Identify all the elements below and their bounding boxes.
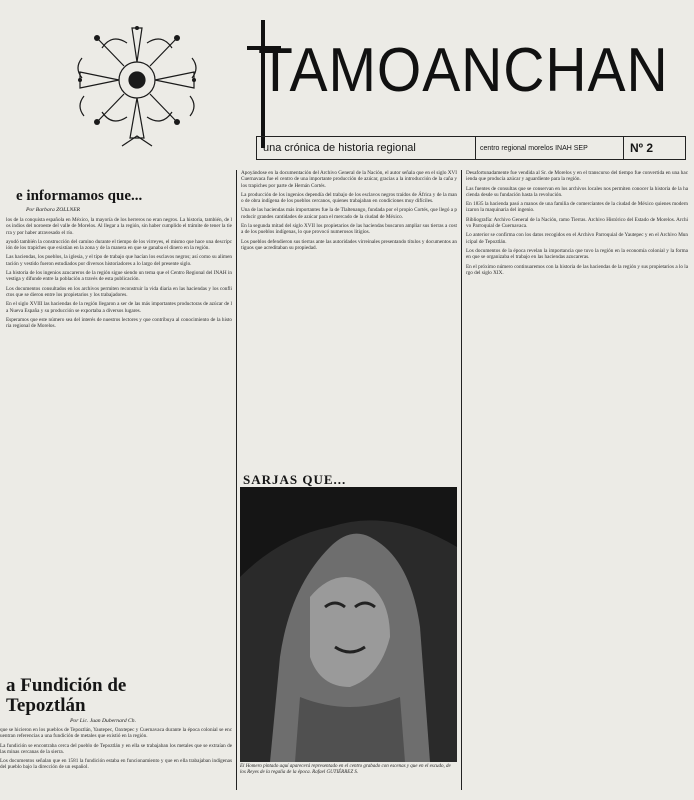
article-paragraph: Una de las haciendas más importantes fue la de Tlaltenango, fundada por el propio Cortés, que llegó a producir grandes cantidades de azúcar para el mercado de la ciudad de México. bbox=[241, 207, 457, 220]
article-paragraph: La historia de los ingenios azucareros de la región sigue siendo un tema que el Centro Regional del INAH investiga y difunde entre la población a través de esta publicación. bbox=[6, 270, 232, 283]
article-paragraph: Los documentos señalan que en 1581 la fundición estaba en funcionamiento y que en ella trabajaban indígenas del pueblo bajo la dirección de un español. bbox=[0, 758, 232, 771]
masthead-subtitle: una crónica de historia regional bbox=[263, 142, 416, 154]
left-top-article bbox=[6, 188, 232, 576]
article-paragraph: Lo anterior se confirma con los datos recogidos en el Archivo Parroquial de Yautepec y en el Archivo Municipal de Tepoztlán. bbox=[466, 232, 688, 245]
article-headline: Tepoztlán bbox=[6, 695, 86, 716]
article-headline: e informamos que... bbox=[16, 188, 143, 204]
article-paragraph: Esperamos que este número sea del interés de nuestros lectores y que contribuya al conocimiento de la historia regional de Morelos. bbox=[6, 316, 232, 330]
sculpture-image bbox=[240, 487, 457, 762]
column-rule bbox=[461, 170, 462, 790]
article-paragraph: Las fuentes de consultas que se conservan en los archivos locales nos permiten conocer la historia de la hacienda desde su fundación hasta la revolución. bbox=[466, 185, 688, 198]
sculpture-photo bbox=[240, 487, 457, 762]
article-paragraph: En el próximo número continuaremos con la historia de las haciendas de la región y sus propietarios a lo largo del siglo XIX. bbox=[466, 263, 688, 276]
masthead-subtitle-box bbox=[256, 136, 686, 160]
article-paragraph: En la segunda mitad del siglo XVII los propietarios de las haciendas buscaron ampliar sus tierras a costa de los pueblos indígenas, lo que provocó numerosos litigios. bbox=[241, 223, 457, 236]
left-bottom-article bbox=[0, 676, 232, 800]
article-paragraph: En el siglo XVIII las haciendas de la región llegaron a ser de las más importantes productoras de azúcar de la Nueva España y su producción se exportaba a diversos lugares. bbox=[6, 301, 232, 314]
article-paragraph: La fundición se encontraba cerca del pueblo de Tepoztlán y en ella se trabajaban los metales que se extraían de las minas cercanas de la sierra. bbox=[0, 742, 232, 755]
article-paragraph: Apoyándose en la documentación del Archivo General de la Nación, el autor señala que en el siglo XVI Cuernavaca fue el centro de una importante producción de azúcar, gracias a la introducción de la caña y los trapiches por parte de Hernán Cortés. bbox=[241, 170, 457, 189]
article-byline: Por Lic. Juan Dubernard Ch. bbox=[70, 718, 136, 724]
column-rule bbox=[236, 170, 237, 790]
masthead-title: TAMOANCHAN bbox=[258, 36, 669, 105]
article-paragraph: La producción de los ingenios dependía del trabajo de los esclavos negros traídos de África y de la mano de obra indígena de los pueblos cercanos, quienes trabajaban en condiciones muy difíciles. bbox=[241, 191, 457, 205]
article-paragraph: los de la conquista española en México, la mayoría de los herreros no eran negros. La historia, también, de los indios del noroeste del valle de Morelos. Al llegar a la región, sin haber cumplido el trámite de tener la tierra y por haber atravesado el río. bbox=[6, 217, 232, 236]
middle-article bbox=[241, 170, 457, 470]
photo-caption: El Homero pintado aquí aparecerá representado en el centro grabado con escenas y que en el escudo, de los Reyes de la regalía de la época. Rafael GUTIÉRREZ S. bbox=[240, 764, 451, 775]
article-headline: a Fundición de bbox=[6, 676, 127, 696]
article-paragraph: ayudó también la construcción del camino durante el tiempo de los virreyes, el mismo que hace una descripción de los trapiches que existían en la zona y de la manera en que se ganaba el dinero en la región. bbox=[6, 238, 232, 252]
article-byline: Por Barbara ZOLLNER bbox=[26, 207, 81, 213]
masthead-center: centro regional morelos INAH SEP bbox=[475, 137, 623, 159]
right-article bbox=[466, 170, 688, 796]
article-paragraph: Los documentos consultados en los archivos permiten reconstruir la vida diaria en las haciendas y los conflictos que se dieron entre los propietarios y los trabajadores. bbox=[6, 285, 232, 298]
article-paragraph: Desafortunadamente fue vendida al Sr. de Morelos y en el transcurso del tiempo fue convertida en una hacienda que producía azúcar y aguardiente para la región. bbox=[466, 170, 688, 183]
article-paragraph: Los pueblos defendieron sus tierras ante las autoridades virreinales presentando títulos y documentos antiguos que acreditaban su propiedad. bbox=[241, 238, 457, 251]
sarjas-headline: SARJAS QUE... bbox=[243, 472, 347, 487]
article-paragraph: En 1835 la hacienda pasó a manos de una familia de comerciantes de la ciudad de México quienes modernizaron la maquinaria del ingenio. bbox=[466, 201, 688, 214]
issue-number: Nº 2 bbox=[623, 137, 685, 159]
article-paragraph: Los documentos de la época revelan la importancia que tuvo la región en la economía colonial y la forma en que se organizaba el trabajo en las haciendas azucareras. bbox=[466, 247, 688, 261]
article-paragraph: Bibliografía: Archivo General de la Nación, ramo Tierras. Archivo Histórico del Estado de Morelos. Archivo Parroquial de Cuernavaca. bbox=[466, 216, 688, 230]
article-paragraph: que se hicieron en los pueblos de Tepoztlán, Yautepec, Oaxtepec y Cuernavaca durante la época colonial se encuentran referencias a una fundición de metales que existió en la región. bbox=[0, 727, 232, 740]
article-paragraph: Las haciendas, los pueblos, la iglesia, y el tipo de trabajo que hacían los esclavos negros; así como su alimentación y vestido fueron estudiados por diversos historiadores a lo largo del presente siglo. bbox=[6, 254, 232, 267]
ornament-illustration bbox=[62, 8, 212, 158]
